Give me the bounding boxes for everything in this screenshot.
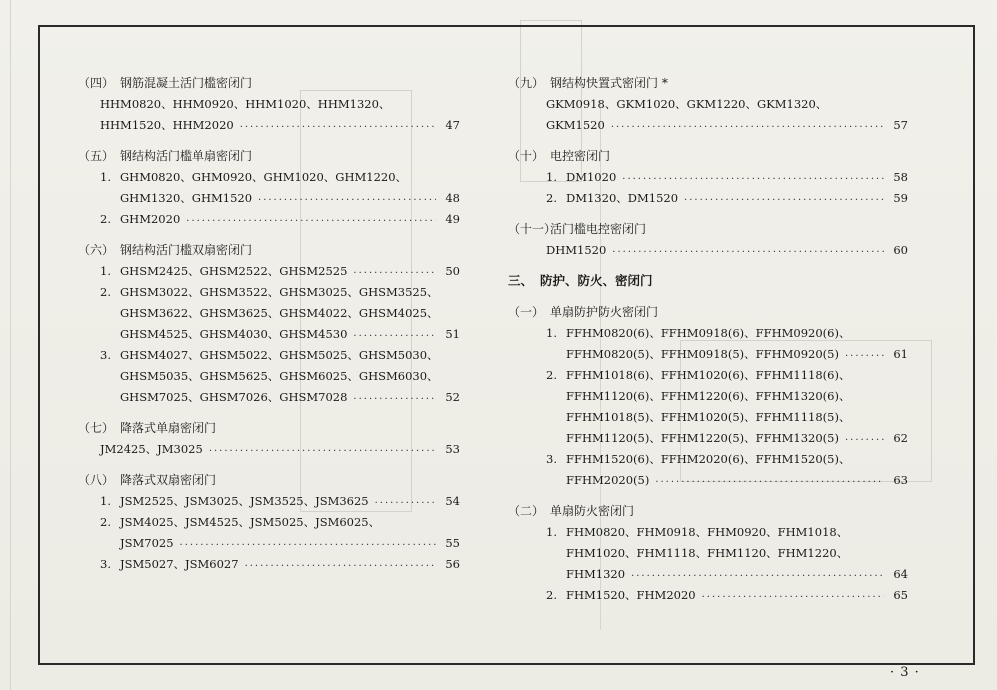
toc-entry [78, 324, 460, 345]
toc-entry [508, 167, 908, 188]
entry-index: 1. [546, 525, 557, 539]
toc-entry [508, 522, 908, 543]
toc-entry [508, 470, 908, 491]
entry-codes: FHM1320 [566, 567, 626, 581]
entry-codes: GHSM4525、GHSM4030、GHSM4530 [120, 327, 348, 341]
entry-page-number: 49 [445, 212, 460, 226]
section-title-text: 防护、防火、密闭门 [540, 273, 653, 288]
entry-page-number: 53 [445, 442, 460, 456]
entry-index: 2. [100, 285, 111, 299]
entry-index: 1. [546, 170, 557, 184]
section-title [78, 145, 460, 167]
toc-section [508, 301, 908, 491]
entry-codes: FFHM0820(5)、FFHM0918(5)、FFHM0920(5) [566, 347, 839, 361]
entry-codes: FFHM1120(6)、FFHM1220(6)、FFHM1320(6)、 [566, 389, 851, 403]
entry-page-number: 56 [445, 557, 460, 571]
toc-entry [78, 94, 460, 115]
entry-index: 2. [546, 368, 557, 382]
toc-section [508, 270, 908, 292]
toc-entry [78, 387, 460, 408]
entry-page-number: 60 [893, 243, 908, 257]
section-number: 三、 [508, 273, 534, 288]
toc-section [78, 469, 460, 575]
entry-page-number: 54 [445, 494, 460, 508]
page-number: · 3 · [890, 665, 920, 680]
entry-codes: GKM0918、GKM1020、GKM1220、GKM1320、 [546, 97, 828, 111]
section-title [508, 270, 908, 292]
entry-index: 1. [546, 326, 557, 340]
entry-page-number: 65 [893, 588, 908, 602]
toc-entry [78, 167, 460, 188]
section-title [78, 469, 460, 491]
section-number: （五） [78, 149, 115, 163]
entry-page-number: 58 [893, 170, 908, 184]
toc-entry [78, 303, 460, 324]
section-title-text: 钢结构活门槛双扇密闭门 [120, 243, 253, 257]
entry-index: 1. [100, 170, 111, 184]
dot-leader [684, 193, 884, 209]
toc-section [508, 72, 908, 136]
section-number: （四） [78, 76, 115, 90]
entry-index: 2. [546, 588, 557, 602]
section-title-text: 钢结构活门槛单扇密闭门 [120, 149, 253, 163]
entry-index: 3. [100, 348, 111, 362]
entry-codes: GHSM4027、GHSM5022、GHSM5025、GHSM5030、 [120, 348, 439, 362]
toc-entry [508, 115, 908, 136]
toc-entry [78, 261, 460, 282]
section-number: （十） [508, 149, 545, 163]
dot-leader [240, 120, 436, 136]
entry-index: 2. [546, 191, 557, 205]
toc-entry [508, 543, 908, 564]
toc-entry [508, 428, 908, 449]
entry-codes: DM1020 [566, 170, 617, 184]
dot-leader [845, 349, 884, 365]
entry-codes: FHM0820、FHM0918、FHM0920、FHM1018、 [566, 525, 849, 539]
entry-index: 1. [100, 264, 111, 278]
toc-section [508, 218, 908, 261]
section-title [508, 218, 908, 240]
entry-codes: GHM0820、GHM0920、GHM1020、GHM1220、 [120, 170, 408, 184]
toc-entry [78, 345, 460, 366]
dot-leader [258, 193, 436, 209]
section-title-text: 单扇防火密闭门 [550, 504, 635, 518]
section-title-text: 活门槛电控密闭门 [550, 222, 647, 236]
bleed-through-line [10, 0, 11, 690]
entry-codes: JSM2525、JSM3025、JSM3525、JSM3625 [120, 494, 369, 508]
entry-codes: GHM2020 [120, 212, 181, 226]
entry-page-number: 64 [893, 567, 908, 581]
entry-codes: FFHM2020(5) [566, 473, 650, 487]
section-title-text: 单扇防护防火密闭门 [550, 305, 659, 319]
toc-entry [508, 240, 908, 261]
section-number: （八） [78, 473, 115, 487]
toc-entry [78, 115, 460, 136]
section-title [508, 145, 908, 167]
entry-codes: JSM4025、JSM4525、JSM5025、JSM6025、 [120, 515, 381, 529]
entry-codes: JSM5027、JSM6027 [120, 557, 239, 571]
toc-entry [78, 439, 460, 460]
section-title-text: 降落式双扇密闭门 [120, 473, 217, 487]
section-number: （七） [78, 421, 115, 435]
entry-index: 3. [100, 557, 111, 571]
entry-index: 3. [546, 452, 557, 466]
entry-page-number: 48 [445, 191, 460, 205]
dot-leader [655, 475, 884, 491]
entry-codes: DHM1520 [546, 243, 607, 257]
section-title-text: 钢结构快置式密闭门 * [550, 76, 668, 90]
toc-entry [508, 407, 908, 428]
entry-index: 2. [100, 212, 111, 226]
toc-entry [78, 533, 460, 554]
entry-codes: JSM7025 [120, 536, 174, 550]
entry-codes: GHSM7025、GHSM7026、GHSM7028 [120, 390, 348, 404]
entry-codes: GHSM3622、GHSM3625、GHSM4022、GHSM4025、 [120, 306, 439, 320]
entry-codes: FFHM1120(5)、FFHM1220(5)、FFHM1320(5) [566, 431, 839, 445]
toc-entry [508, 386, 908, 407]
entry-codes: FFHM1520(6)、FFHM2020(6)、FFHM1520(5)、 [566, 452, 851, 466]
entry-page-number: 51 [445, 327, 460, 341]
entry-page-number: 47 [445, 118, 460, 132]
section-number: （九） [508, 76, 545, 90]
entry-codes: HHM1520、HHM2020 [100, 118, 234, 132]
section-title [78, 72, 460, 94]
entry-page-number: 62 [893, 431, 908, 445]
toc-entry [78, 282, 460, 303]
dot-leader [622, 172, 884, 188]
entry-page-number: 63 [893, 473, 908, 487]
toc-section [78, 145, 460, 230]
entry-page-number: 57 [893, 118, 908, 132]
entry-codes: GKM1520 [546, 118, 605, 132]
toc-entry [508, 449, 908, 470]
entry-codes: FFHM0820(6)、FFHM0918(6)、FFHM0920(6)、 [566, 326, 851, 340]
section-title-text: 降落式单扇密闭门 [120, 421, 217, 435]
toc-section [78, 72, 460, 136]
entry-page-number: 59 [893, 191, 908, 205]
entry-codes: FHM1520、FHM2020 [566, 588, 696, 602]
toc-section [78, 417, 460, 460]
dot-leader [209, 444, 436, 460]
entry-index: 2. [100, 515, 111, 529]
dot-leader [245, 559, 436, 575]
entry-codes: FHM1020、FHM1118、FHM1120、FHM1220、 [566, 546, 849, 560]
entry-codes: GHSM2425、GHSM2522、GHSM2525 [120, 264, 348, 278]
toc-entry [508, 94, 908, 115]
section-title [78, 417, 460, 439]
toc-entry [508, 365, 908, 386]
dot-leader [375, 496, 436, 512]
toc-entry [508, 585, 908, 606]
section-title-text: 电控密闭门 [550, 149, 611, 163]
toc-entry [508, 564, 908, 585]
entry-page-number: 61 [893, 347, 908, 361]
toc-entry [508, 323, 908, 344]
entry-codes: DM1320、DM1520 [566, 191, 679, 205]
section-number: （十一） [508, 222, 557, 236]
dot-leader [611, 120, 884, 136]
entry-codes: GHSM3022、GHSM3522、GHSM3025、GHSM3525、 [120, 285, 439, 299]
dot-leader [186, 214, 436, 230]
section-title [508, 301, 908, 323]
entry-page-number: 50 [445, 264, 460, 278]
dot-leader [612, 245, 884, 261]
toc-entry [508, 188, 908, 209]
entry-page-number: 55 [445, 536, 460, 550]
dot-leader [180, 538, 436, 554]
dot-leader [353, 329, 436, 345]
toc-section [508, 500, 908, 606]
toc-section [78, 239, 460, 408]
dot-leader [845, 433, 884, 449]
entry-codes: JM2425、JM3025 [100, 442, 203, 456]
dot-leader [631, 569, 884, 585]
entry-codes: FFHM1018(5)、FFHM1020(5)、FFHM1118(5)、 [566, 410, 851, 424]
section-number: （二） [508, 504, 545, 518]
entry-codes: FFHM1018(6)、FFHM1020(6)、FFHM1118(6)、 [566, 368, 851, 382]
section-title-text: 钢筋混凝土活门槛密闭门 [120, 76, 253, 90]
section-title [78, 239, 460, 261]
entry-page-number: 52 [445, 390, 460, 404]
toc-entry [78, 554, 460, 575]
section-title [508, 72, 908, 94]
entry-codes: HHM0820、HHM0920、HHM1020、HHM1320、 [100, 97, 391, 111]
toc-right-column [508, 72, 908, 615]
toc-section [508, 145, 908, 209]
dot-leader [353, 266, 436, 282]
section-title [508, 500, 908, 522]
entry-codes: GHM1320、GHM1520 [120, 191, 253, 205]
dot-leader [702, 590, 884, 606]
toc-entry [78, 188, 460, 209]
toc-entry [78, 366, 460, 387]
entry-codes: GHSM5035、GHSM5625、GHSM6025、GHSM6030、 [120, 369, 439, 383]
toc-entry [78, 491, 460, 512]
toc-entry [78, 512, 460, 533]
toc-entry [78, 209, 460, 230]
toc-entry [508, 344, 908, 365]
entry-index: 1. [100, 494, 111, 508]
dot-leader [353, 392, 436, 408]
toc-left-column [78, 72, 460, 584]
section-number: （六） [78, 243, 115, 257]
section-number: （一） [508, 305, 545, 319]
